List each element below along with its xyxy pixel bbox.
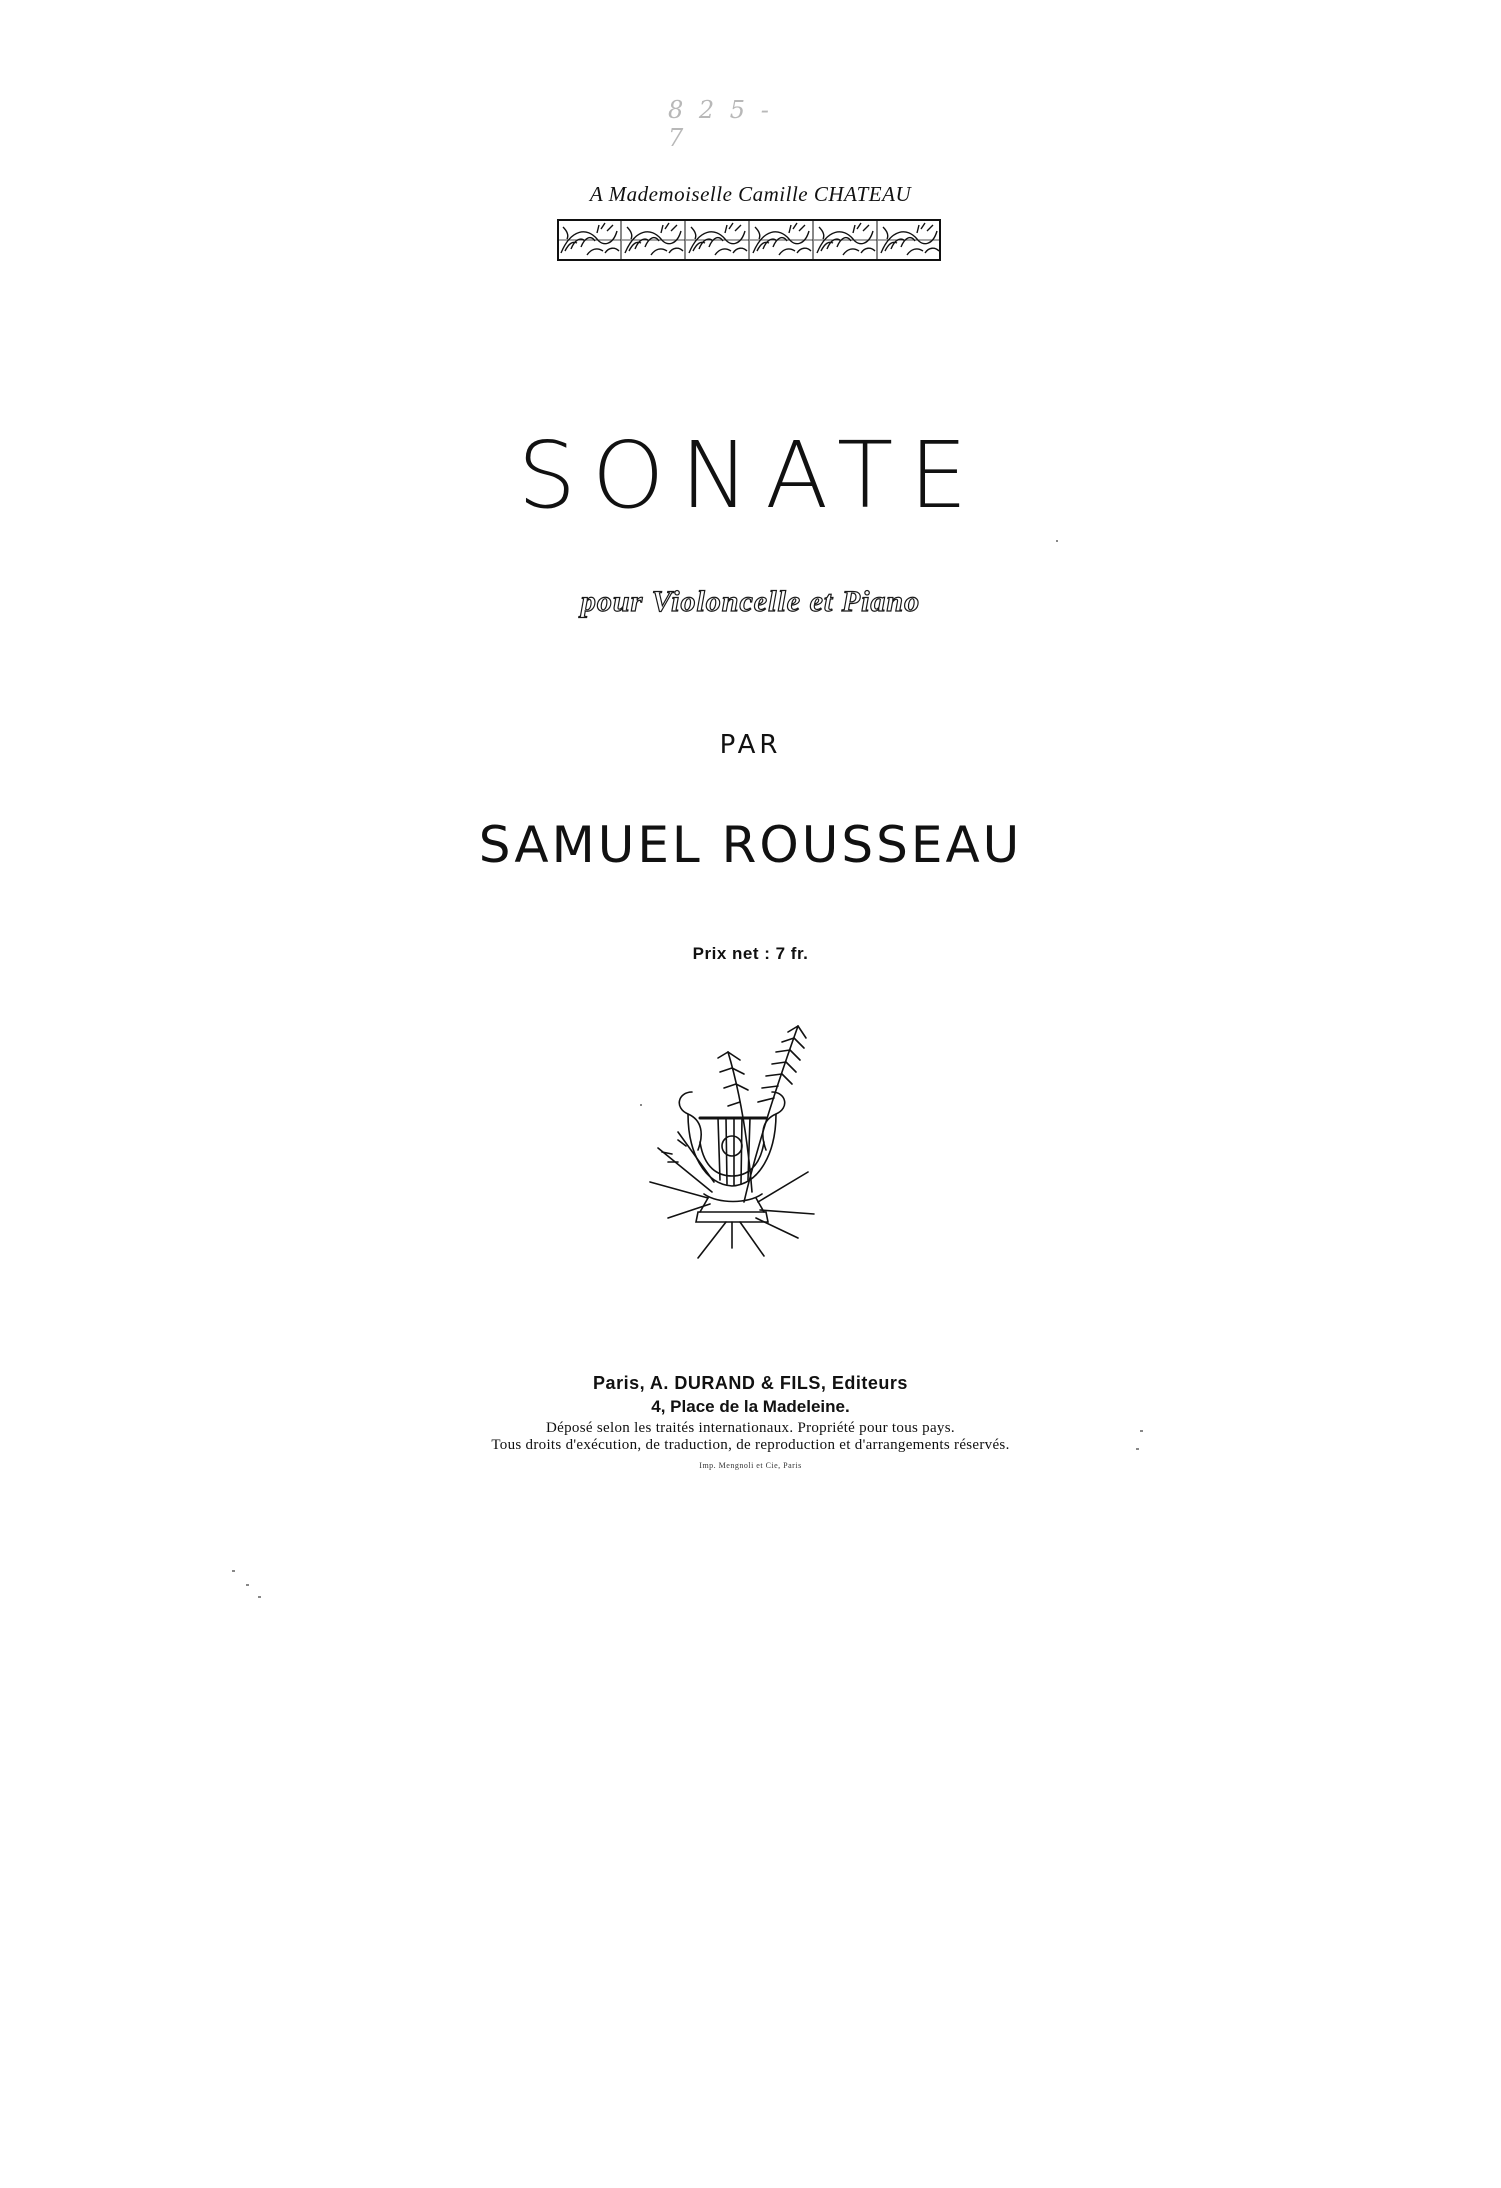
- scan-speck: [246, 1584, 249, 1586]
- library-stamp-number: 8 2 5 - 7: [668, 96, 773, 152]
- publisher-address: 4, Place de la Madeleine.: [651, 1397, 850, 1416]
- scan-speck: [640, 1104, 642, 1106]
- printer-credit: Imp. Mengnoli et Cie, Paris: [699, 1461, 802, 1470]
- dedication: A Mademoiselle Camille CHATEAU: [589, 182, 912, 206]
- acanthus-frieze-icon: [557, 219, 941, 261]
- publisher-line: Paris, A. DURAND & FILS, Editeurs: [593, 1373, 908, 1393]
- subtitle: pour Violoncelle et Piano: [580, 585, 921, 618]
- price-label: Prix net : 7 fr.: [692, 944, 809, 963]
- scan-speck: [1056, 540, 1058, 542]
- scan-speck: [232, 1570, 235, 1572]
- lyre-vignette-icon: [648, 1022, 818, 1260]
- page-title: SONATE: [517, 422, 984, 529]
- composer-name: SAMUEL ROUSSEAU: [478, 816, 1023, 874]
- legal-notice-2: Tous droits d'exécution, de traduction, de reproduction et d'arrangements réservés.: [491, 1437, 1010, 1453]
- by-label: PAR: [719, 730, 782, 760]
- scan-speck: [258, 1596, 261, 1598]
- scan-speck: [1136, 1448, 1139, 1450]
- legal-notice-1: Déposé selon les traités internationaux. Propriété pour tous pays.: [546, 1420, 955, 1436]
- scan-speck: [1140, 1430, 1143, 1432]
